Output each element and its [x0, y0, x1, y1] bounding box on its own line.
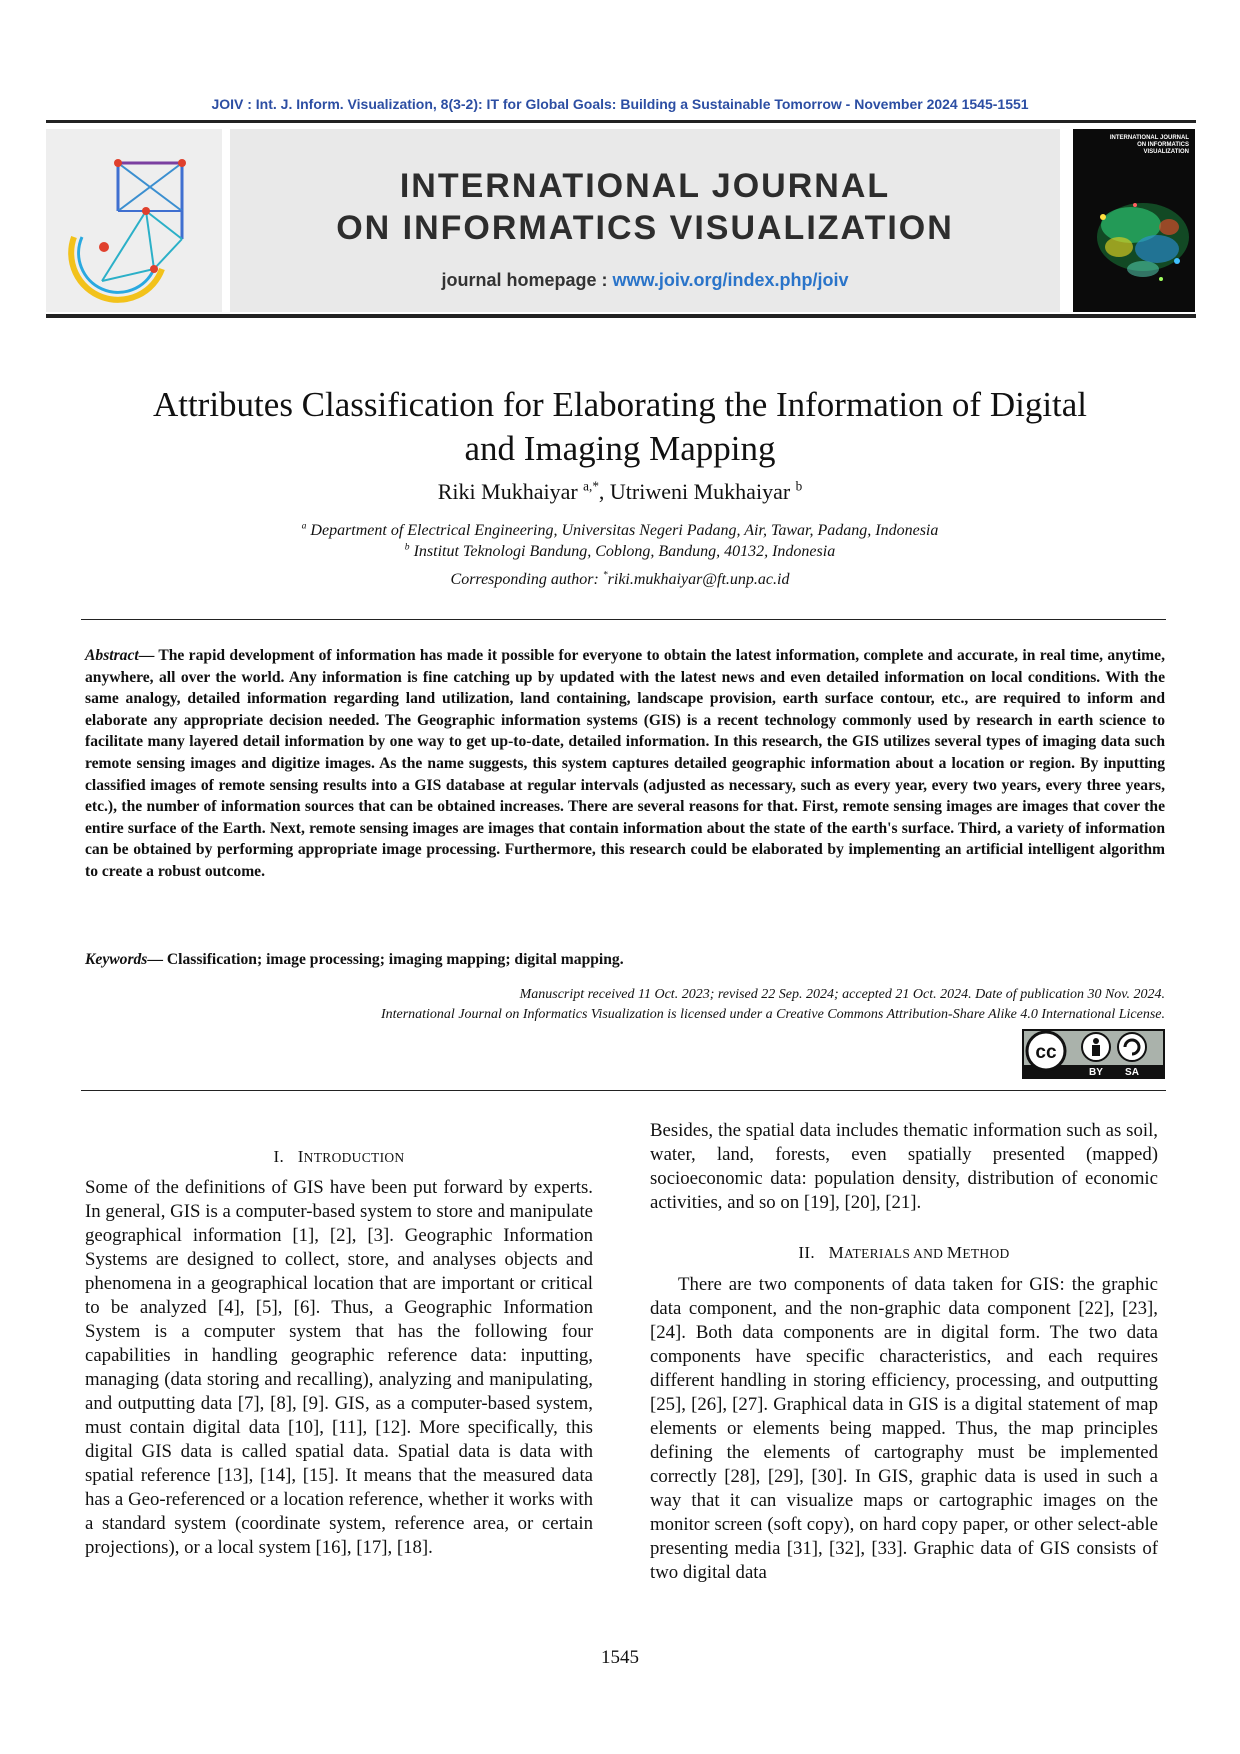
journal-title-line2: ON INFORMATICS VISUALIZATION	[336, 209, 954, 247]
abstract-dash: —	[138, 647, 159, 664]
section-heading-methods	[650, 1243, 1158, 1263]
abstract-rule-bottom	[81, 1090, 1166, 1091]
abstract-text: The rapid development of information has made it possible for everyone to obtain the latest information, complete and accurate, in real time, anytime, anywhere, all over the world. Any information is fine catching up by updated with the latest news and even detailed information on local conditions. With the same analogy, detailed information regarding land utilization, land containing, landscape provision, earth surface contour, etc., are required to inform and elaborate any appropriate decision needed. The Geographic information systems (GIS) is a recent technology commonly used by research in earth science to facilitate many layered detail information by one way to get up-to-date, detailed information. In this research, the GIS utilizes several types of imaging data such remote sensing images and digitize images. As the name suggests, this system captures detailed geographic information about a location or region. By inputting classified images of remote sensing results into a GIS database at regular intervals (adjusted as necessary, such as every year, every two years, every three years, etc.), the number of information sources that can be obtained increases. There are several reasons for that. First, remote sensing images are images that cover the entire surface of the Earth. Next, remote sensing images are images that contain information about the state of the earth's surface. Third, a variety of information can be obtained by performing appropriate image processing. Furthermore, this research could be elaborated by implementing an artificial intelligent algorithm to create a robust outcome.	[85, 647, 1165, 880]
running-header: JOIV : Int. J. Inform. Visualization, 8(3-2): IT for Global Goals: Building a Sustainable Tomorrow - November 2024 1545-1551	[211, 96, 1029, 112]
cover-graphic-icon	[1073, 129, 1195, 312]
methods-rest-2: ETHOD	[962, 1246, 1010, 1261]
author-2-affil-mark: b	[795, 478, 803, 494]
methods-initial-1: M	[828, 1243, 844, 1262]
section-number-2: II.	[798, 1243, 815, 1262]
section-number-1: I.	[273, 1147, 285, 1166]
author-1: Riki Mukhaiyar	[437, 479, 578, 504]
journal-banner	[46, 129, 1196, 312]
section-heading-introduction	[85, 1147, 593, 1167]
by-label: BY	[1089, 1067, 1103, 1078]
affiliation-b	[0, 543, 1240, 561]
affiliation-a-mark: a	[301, 520, 307, 532]
paper-title-line2: and Imaging Mapping	[464, 429, 776, 468]
keywords-dash: —	[147, 951, 167, 968]
corresponding-author	[0, 571, 1240, 589]
journal-logo-icon	[46, 129, 222, 312]
paper-title-line1: Attributes Classification for Elaborating the Information of Digital	[152, 385, 1088, 424]
methods-paragraph: There are two components of data taken for GIS: the graphic data component, and the non-graphic data component [22], [23], [24]. Both data components are in digital form. The two data components have specific characteristics, and each requires different handling in storing efficiency, processing, and outputting [25], [26], [27]. Graphical data in GIS is a digital statement of map elements or elements being mapped. Thus, the map principles defining the elements of cartography must be implemented correctly [28], [29], [30]. In GIS, graphic data is used in such a way that it can visualize maps or cartographic images on the monitor screen (soft copy), on hard copy paper, or other select-able presenting media [31], [32], [33]. Graphic data of GIS consists of two digital data	[650, 1274, 1158, 1583]
header-rule-bottom	[46, 314, 1196, 318]
manuscript-dates: Manuscript received 11 Oct. 2023; revised 22 Sep. 2024; accepted 21 Oct. 2024. Date of publication 30 Nov. 2024.	[519, 987, 1165, 1002]
methods-rest-1: ATERIALS AND	[843, 1246, 947, 1261]
affiliation-b-mark: b	[404, 541, 410, 553]
author-separator: ,	[598, 479, 610, 504]
abstract	[85, 645, 1165, 883]
cc-by-sa-badge[interactable]	[1022, 1029, 1165, 1079]
introduction-paragraph: Some of the definitions of GIS have been put forward by experts. In general, GIS is a computer-based system to store and manipulate geographical information [1], [2], [3]. Geographic Information Systems are designed to collect, store, and analyses objects and phenomena in a geographical location that are important or critical to be analyzed [4], [5], [6]. Thus, a Geographic Information System is a computer system that has the following four capabilities in handling geographic reference data: inputting, managing (data storing and recalling), analyzing and manipulating, and outputting data [7], [8], [9]. GIS, as a computer-based system, must contain digital data [10], [11], [12]. More specifically, this digital GIS data is called spatial data. Spatial data is data with spatial reference [13], [14], [15]. It means that the measured data has a Geo-referenced or a location reference, whether it works with a standard system (coordinate system, reference area, or certain projections), or a local system [16], [17], [18].	[85, 1177, 593, 1558]
author-2: Utriweni Mukhaiyar	[609, 479, 791, 504]
abstract-label: Abstract	[85, 647, 139, 664]
corresponding-mark: *	[602, 569, 608, 581]
header-rule-top	[46, 120, 1196, 123]
corresponding-label: Corresponding author:	[450, 571, 603, 588]
journal-title-line1: INTERNATIONAL JOURNAL	[399, 167, 891, 205]
author-1-affil-mark: a,*	[583, 478, 599, 494]
intro-rest: NTRODUCTION	[303, 1150, 405, 1165]
cover-title-text: INTERNATIONAL JOURNAL ON INFORMATICS VISUALIZATION	[1109, 135, 1189, 155]
affiliation-b-text: Institut Teknologi Bandung, Coblong, Bandung, 40132, Indonesia	[413, 543, 836, 560]
journal-cover-image	[1073, 129, 1195, 312]
affiliation-a	[0, 522, 1240, 540]
sa-label: SA	[1125, 1067, 1139, 1078]
spatial-data-paragraph: Besides, the spatial data includes thematic information such as soil, water, land, forests, even spatially presented (mapped) socioeconomic data: population density, distribution of economic activities, and so on [19], [20], [21].	[650, 1120, 1158, 1213]
methods-initial-2: M	[946, 1243, 963, 1262]
keywords-text: Classification; image processing; imaging mapping; digital mapping.	[166, 951, 624, 968]
corresponding-email[interactable]: riki.mukhaiyar@ft.unp.ac.id	[607, 571, 790, 588]
affiliation-a-text: Department of Electrical Engineering, Universitas Negeri Padang, Air, Tawar, Padang, Indonesia	[310, 522, 939, 539]
journal-title-box	[230, 129, 1060, 312]
cc-label: cc	[1035, 1042, 1057, 1063]
keywords	[85, 951, 1165, 969]
intro-initial: I	[297, 1147, 304, 1166]
cc-license-icon	[1022, 1029, 1165, 1079]
keywords-label: Keywords	[85, 951, 148, 968]
page-number: 1545	[601, 1647, 639, 1668]
abstract-rule-top	[81, 619, 1166, 620]
homepage-label: journal homepage :	[441, 270, 613, 290]
paper-title	[90, 383, 1150, 471]
journal-homepage	[230, 270, 1060, 291]
author-list	[0, 479, 1240, 505]
homepage-link[interactable]: www.joiv.org/index.php/joiv	[612, 270, 849, 290]
license-statement: International Journal on Informatics Visualization is licensed under a Creative Commons Attribution-Share Alike 4.0 International License.	[380, 1007, 1165, 1022]
journal-logo	[46, 129, 222, 312]
